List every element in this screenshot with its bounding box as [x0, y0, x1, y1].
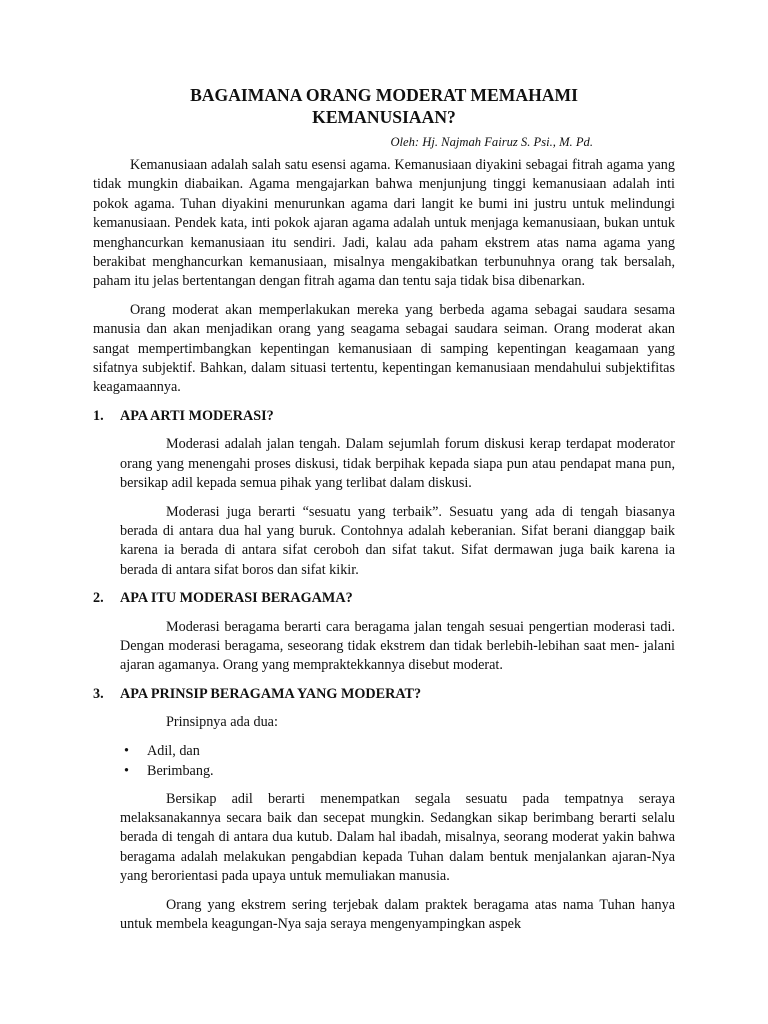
section-heading-1 [93, 407, 675, 426]
principles-list [120, 741, 675, 781]
section-3-paragraph-1: Bersikap adil berarti menempatkan segala sesuatu pada tempatnya seraya melaksanakannya secara baik dan secepat mungkin. Sedangkan sikap berimbang berarti selalu berada di tengah di antara dua kutub. Dalam hal ibadah, misalnya, seorang moderat yakin bahwa beragama adalah melakukan pengabdian kepada Tuhan dalam bentuk menjalankan ajaran-Nya yang berorientasi pada upaya untuk memuliakan manusia. [120, 790, 675, 885]
title-line-2: KEMANUSIAAN? [312, 106, 456, 127]
document-page [93, 85, 675, 934]
author-byline: Oleh: Hj. Najmah Fairuz S. Psi., M. Pd. [390, 135, 593, 149]
section-3-paragraph-2: Orang yang ekstrem sering terjebak dalam praktek beragama atas nama Tuhan hanya untuk membela keagungan-Nya saja seraya mengenyampingkan aspek [120, 896, 675, 932]
section-body-3 [120, 713, 675, 934]
section-3-lead: Prinsipnya ada dua: [166, 714, 278, 731]
list-item-text: Berimbang. [147, 762, 214, 779]
section-number: 1. [93, 407, 104, 424]
section-1-paragraph-2: Moderasi juga berarti “sesuatu yang terbaik”. Sesuatu yang ada di tengah biasanya berada di antara dua hal yang buruk. Contohnya adalah keberanian. Sifat berani dianggap baik karena ia berada di antara sifat ceroboh dan sifat takut. Sifat dermawan juga baik karena ia berada di antara sifat boros dan sifat kikir. [120, 503, 675, 578]
section-title: APA ITU MODERASI BERAGAMA? [120, 590, 353, 607]
document-title [93, 85, 675, 128]
bullet-icon: • [124, 762, 129, 779]
section-heading-3 [93, 685, 675, 704]
section-1-paragraph-1: Moderasi adalah jalan tengah. Dalam sejumlah forum diskusi kerap terdapat moderator orang yang menengahi proses diskusi, tidak berpihak kepada siapa pun atau pendapat mana pun, bersikap adil kepada semua pihak yang terlibat dalam diskusi. [120, 436, 675, 492]
list-item [120, 761, 675, 781]
intro-paragraph-1: Kemanusiaan adalah salah satu esensi agama. Kemanusiaan diyakini sebagai fitrah agama yang tidak mungkin diabaikan. Agama mengajarkan bahwa menjunjung tinggi kemanusiaan adalah inti pokok agama. Tuhan diyakini menurunkan agama dari langit ke bumi ini justru untuk melindungi kemanusiaan. Pendek kata, inti pokok ajaran agama adalah untuk menjaga kemanusiaan, bukan untuk menghancurkan kemanusiaan itu sendiri. Jadi, kalau ada paham ekstrem atas nama agama yang berakibat menghancurkan kemanusiaan, misalnya mengakibatkan terbunuhnya orang tak bersalah, paham itu jelas bertentangan dengan fitrah agama dan tentu saja tidak bisa dibenarkan. [93, 157, 675, 290]
section-title: APA PRINSIP BERAGAMA YANG MODERAT? [120, 685, 422, 702]
section-number: 3. [93, 685, 104, 702]
list-item-text: Adil, dan [147, 742, 200, 759]
section-2-paragraph-1: Moderasi beragama berarti cara beragama jalan tengah sesuai pengertian moderasi tadi. Dengan moderasi beragama, seseorang tidak ekstrem dan tidak berlebih-lebihan saat men- jalani ajaran agamanya. Orang yang mempraktekkannya disebut moderat. [120, 618, 675, 674]
section-body-2 [120, 618, 675, 676]
section-body-1 [120, 435, 675, 580]
title-line-1: BAGAIMANA ORANG MODERAT MEMAHAMI [190, 85, 578, 105]
intro-paragraph-2: Orang moderat akan memperlakukan mereka yang berbeda agama sebagai saudara sesama manusia dan akan menjadikan orang yang seagama sebagai saudara seiman. Orang moderat akan sangat mempertimbangkan kepentingan kemanusiaan di samping kepentingan keagamaan yang sifatnya subjektif. Bahkan, dalam situasi tertentu, kepentingan kemanusiaan mendahului subjektifitas keagamaannya. [93, 301, 675, 396]
section-title: APA ARTI MODERASI? [120, 407, 274, 424]
list-item [120, 741, 675, 761]
section-heading-2 [93, 589, 675, 608]
bullet-icon: • [124, 742, 129, 759]
section-number: 2. [93, 590, 104, 607]
